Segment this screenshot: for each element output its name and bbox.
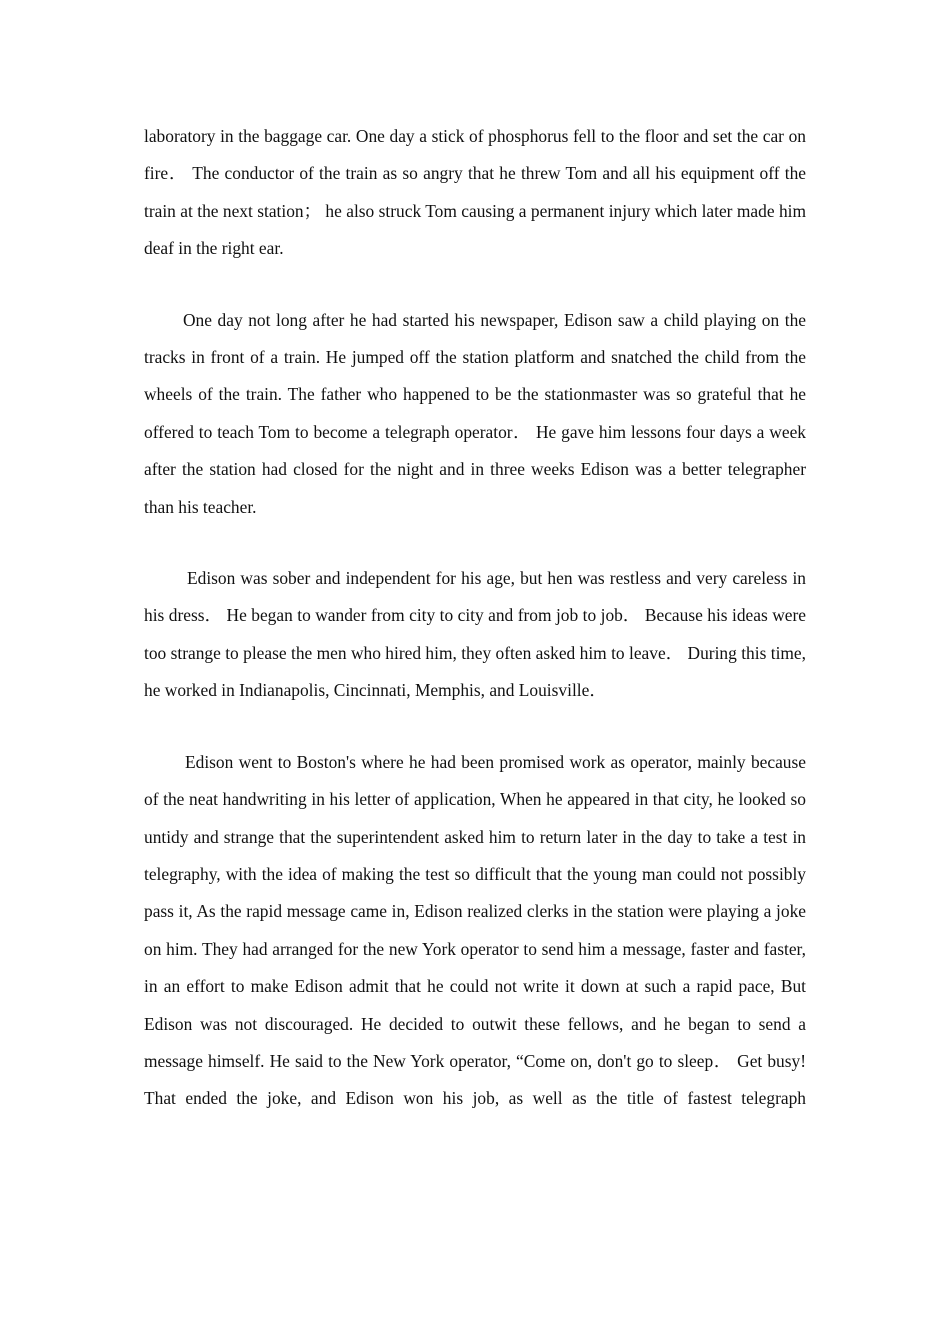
paragraph-boston-test: Edison went to Boston's where he had been promised work as operator, mainly because of the neat handwriting in his letter of application, When he appeared in that city, he looked so untidy and strange that the superintendent asked him to return later in the day to take a test in telegraphy, with the idea of making the test so difficult that the young man could not possibly pass it, As the rapid message came in, Edison realized clerks in the station were playing a joke on him. They had arranged for the new York operator to send him a message, faster and faster, in an effort to make Edison admit that he could not write it down at such a rapid pace, But Edison was not discouraged. He decided to outwit these fellows, and he began to send a message himself. He said to the New York operator, “Come on, don't go to sleep． Get busy! That ended the joke, and Edison won his job, as well as the title of fastest telegraph (144, 751, 806, 1109)
document-page (144, 118, 806, 1118)
paragraph-child-rescue: One day not long after he had started his newspaper, Edison saw a child playing on the tracks in front of a train. He jumped off the station platform and snatched the child from the wheels of the train. The father who happened to be the stationmaster was so grateful that he offered to teach Tom to become a telegraph operator． He gave him lessons four days a week after the station had closed for the night and in three weeks Edison was a better telegrapher than his teacher. (144, 309, 806, 517)
paragraph-wandering: Edison was sober and independent for his age, but hen was restless and very careless in his dress． He began to wander from city to city and from job to job． Because his ideas were too strange to please the men who hired him, they often asked him to leave． During this time, he worked in Indianapolis, Cincinnati, Memphis, and Louisville． (144, 568, 806, 701)
paragraph-laboratory-fire: laboratory in the baggage car. One day a stick of phosphorus fell to the floor and set the car on fire． The conductor of the train as so angry that he threw Tom and all his equipment off the train at the next station； he also struck Tom causing a permanent injury which later made him deaf in the right ear. (144, 126, 806, 259)
